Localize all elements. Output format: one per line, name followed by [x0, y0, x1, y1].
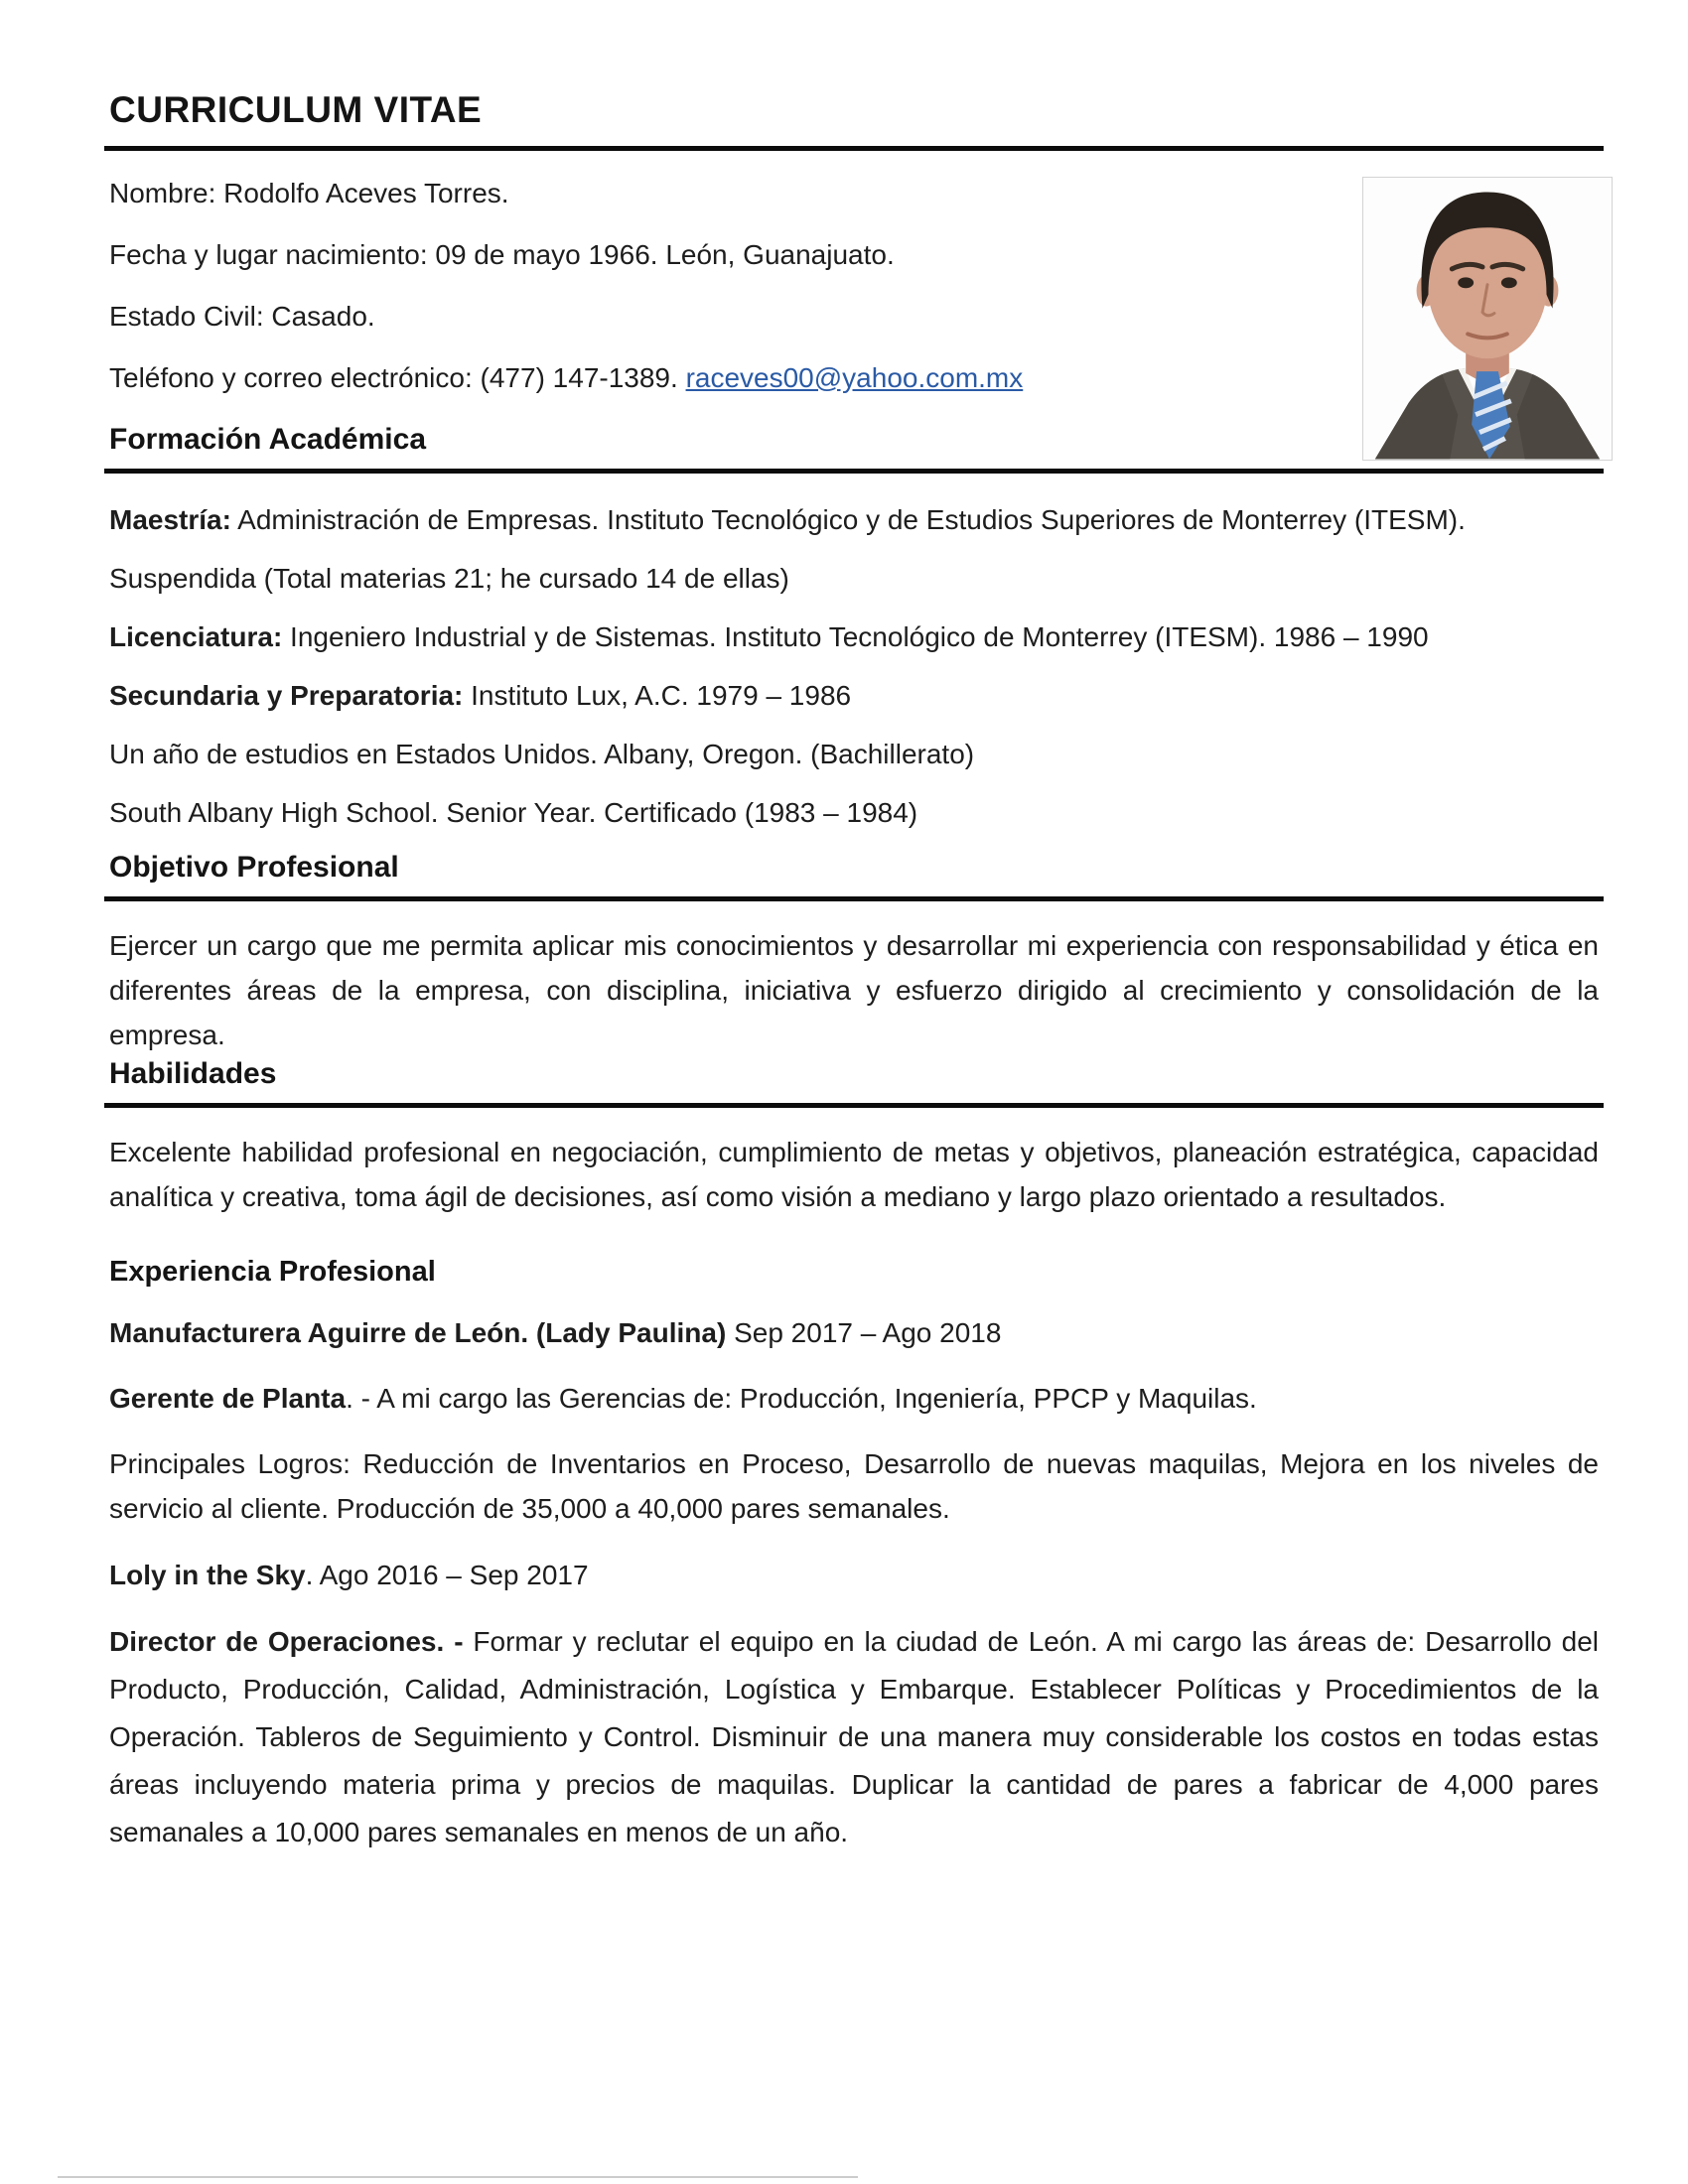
section-heading-objective: Objetivo Profesional — [109, 850, 399, 884]
education-item-suspended-text: Suspendida (Total materias 21; he cursado 14 de ellas) — [109, 562, 789, 594]
education-item-us-year-text: Un año de estudios en Estados Unidos. Albany, Oregon. (Bachillerato) — [109, 738, 975, 769]
education-item-highschool-label: Secundaria y Preparatoria: — [109, 679, 464, 711]
education-item-masters — [109, 499, 1599, 541]
job1-role-description: . - A mi cargo las Gerencias de: Producción, Ingeniería, PPCP y Maquilas. — [346, 1382, 1257, 1414]
job2-role-description: Formar y reclutar el equipo en la ciudad de León. A mi cargo las áreas de: Desarrollo del Producto, Producción, Calidad, Administración, Logística y Embarque. Establecer Políticas y Procedimientos de la Operación. Tableros de Seguimiento y Control. Disminuir de una manera muy considerable los costos en todas estas áreas incluyendo materia prima y precios de maquilas. Duplicar la cantidad de pares a fabricar de 4,000 pares semanales a 10,000 pares semanales en menos de un año. — [109, 1625, 1599, 1847]
section-heading-experience: Experiencia Profesional — [109, 1255, 436, 1288]
job2-role-title: Director de Operaciones. - — [109, 1625, 464, 1657]
job2-company-name: Loly in the Sky — [109, 1559, 306, 1590]
education-item-masters-text: Administración de Empresas. Instituto Tecnológico y de Estudios Superiores de Monterrey (ITESM). — [230, 503, 1466, 535]
job1-role-title: Gerente de Planta — [109, 1382, 347, 1414]
job1-achievements-paragraph: Principales Logros: Reducción de Inventarios en Proceso, Desarrollo de nuevas maquilas, Mejora en los niveles de servicio al cliente. Producción de 35,000 a 40,000 pares semanales. — [109, 1447, 1599, 1524]
page-title: CURRICULUM VITAE — [109, 89, 483, 130]
education-item-bachelor — [109, 616, 1599, 658]
education-item-highschool — [109, 675, 1599, 717]
skills-rule — [104, 1103, 1604, 1108]
job2-company-dates: . Ago 2016 – Sep 2017 — [305, 1559, 589, 1590]
objective-paragraph: Ejercer un cargo que me permita aplicar mis conocimientos y desarrollar mi experiencia con responsabilidad y ética en diferentes áreas de la empresa, con disciplina, iniciativa y esfuerzo dirigido al crecimiento y consolidación de la empresa. — [109, 929, 1599, 1050]
email-link[interactable]: raceves00@yahoo.com.mx — [685, 361, 1024, 393]
job1-company-name: Manufacturera Aguirre de León. (Lady Paulina) — [109, 1316, 727, 1348]
contact-line-text: Teléfono y correo electrónico: (477) 147-1389. — [109, 361, 686, 393]
title-rule — [104, 146, 1604, 151]
education-item-masters-label: Maestría: — [109, 503, 231, 535]
profile-photo — [1362, 177, 1613, 461]
section-heading-skills: Habilidades — [109, 1056, 277, 1090]
job1-company-line — [109, 1312, 1599, 1354]
civil-status-line: Estado Civil: Casado. — [109, 300, 375, 332]
birth-line: Fecha y lugar nacimiento: 09 de mayo 1966. León, Guanajuato. — [109, 238, 895, 270]
job1-company-dates: Sep 2017 – Ago 2018 — [726, 1316, 1002, 1348]
education-item-suspended — [109, 558, 1599, 600]
scan-artifact-line — [58, 2176, 858, 2178]
education-item-south-albany-text: South Albany High School. Senior Year. Certificado (1983 – 1984) — [109, 796, 918, 828]
person-portrait-image — [1363, 178, 1612, 460]
job1-role-line — [109, 1378, 1599, 1420]
education-item-us-year — [109, 734, 1599, 775]
section-heading-education: Formación Académica — [109, 422, 426, 456]
education-item-bachelor-text: Ingeniero Industrial y de Sistemas. Instituto Tecnológico de Monterrey (ITESM). 1986 – 1990 — [282, 620, 1429, 652]
job2-company-line — [109, 1555, 1599, 1596]
education-item-highschool-text: Instituto Lux, A.C. 1979 – 1986 — [463, 679, 852, 711]
name-line: Nombre: Rodolfo Aceves Torres. — [109, 177, 509, 208]
skills-paragraph: Excelente habilidad profesional en negociación, cumplimiento de metas y objetivos, planeación estratégica, capacidad analítica y creativa, toma ágil de decisiones, así como visión a mediano y largo plazo orientado a resultados. — [109, 1136, 1599, 1212]
objective-rule — [104, 896, 1604, 901]
job2-role-paragraph — [109, 1618, 1599, 1856]
education-item-bachelor-label: Licenciatura: — [109, 620, 283, 652]
education-item-south-albany — [109, 792, 1599, 834]
education-rule — [104, 469, 1604, 474]
